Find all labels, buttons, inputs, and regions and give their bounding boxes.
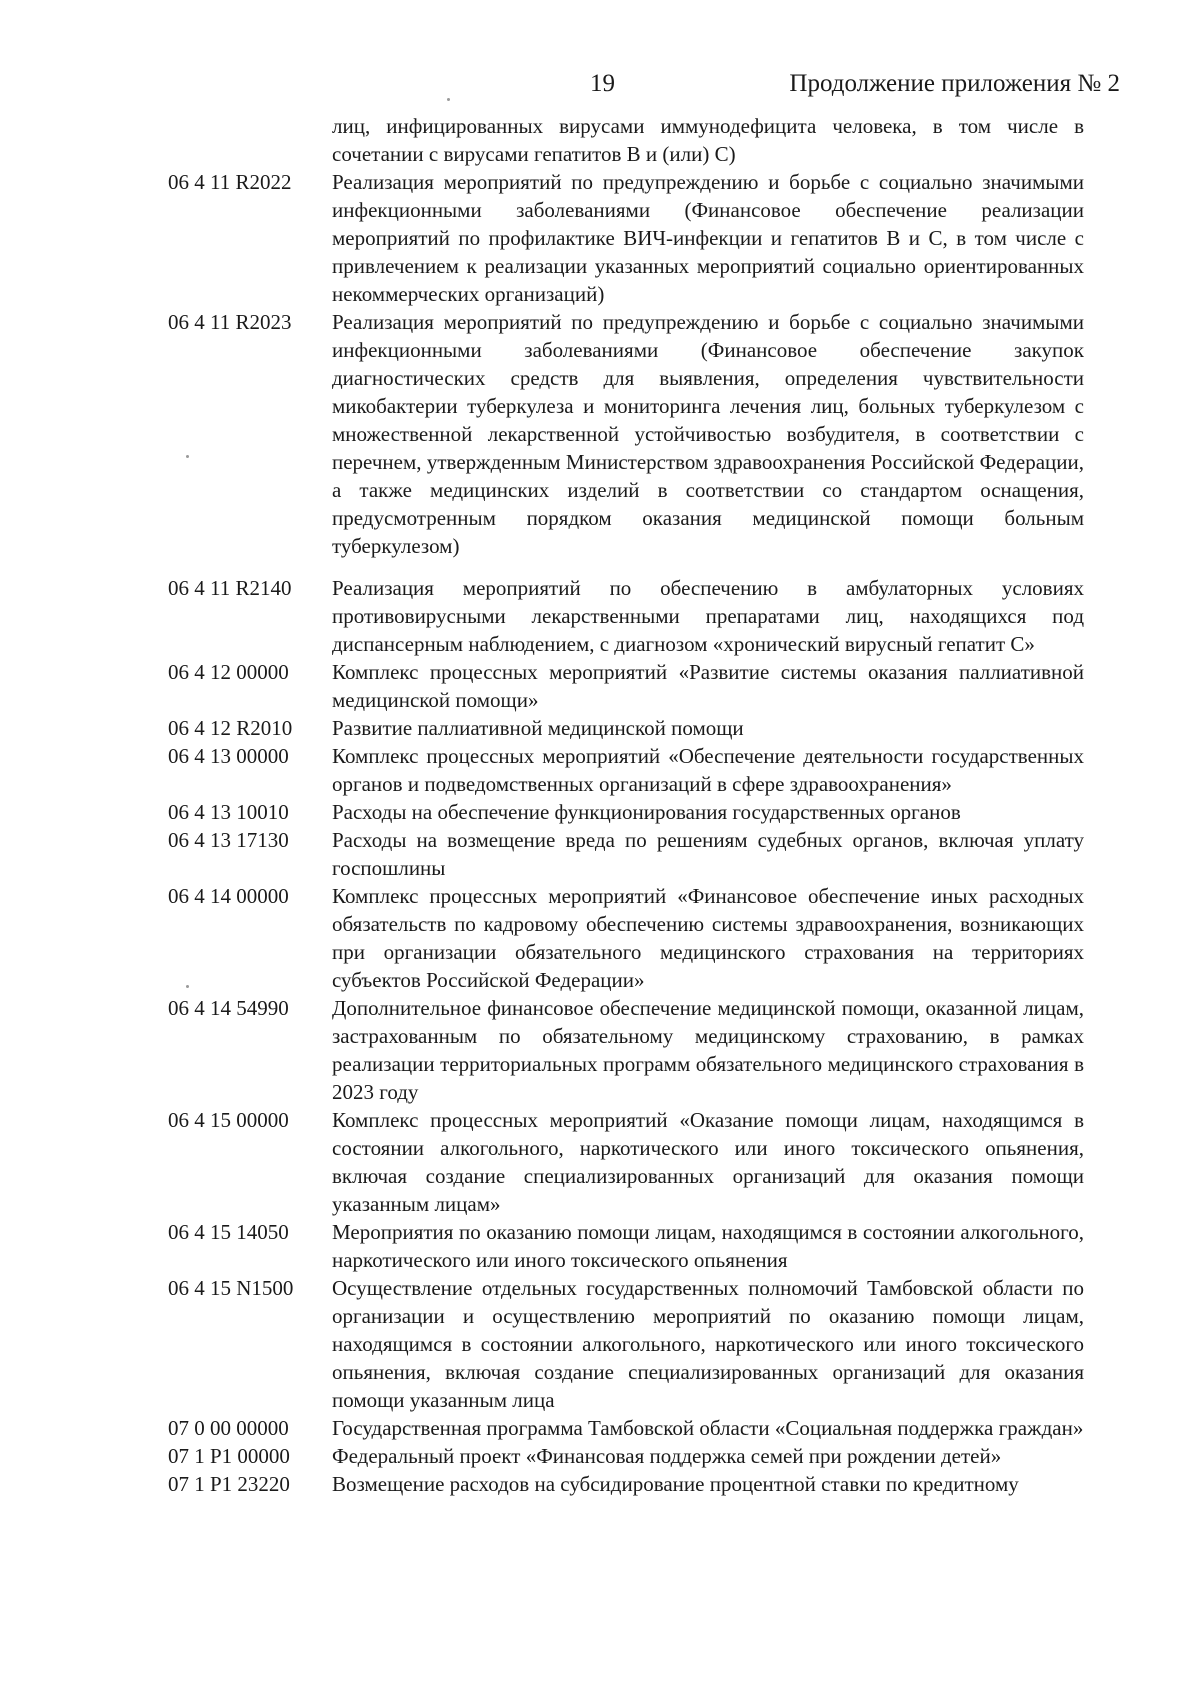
list-item bbox=[0, 1442, 1200, 1470]
list-item bbox=[0, 658, 1200, 714]
budget-code: 06 4 13 17130 bbox=[168, 828, 289, 852]
budget-description: Комплекс процессных мероприятий «Финансовое обеспечение иных расходных обязательств по кадровому обеспечению системы здравоохранения, возникающих при организации обязательного медицинского страхования на территориях субъектов Российской Федерации» bbox=[332, 884, 1084, 992]
budget-code: 06 4 13 00000 bbox=[168, 744, 289, 768]
list-item bbox=[0, 1414, 1200, 1442]
budget-code: 07 1 P1 00000 bbox=[168, 1444, 290, 1468]
budget-description: Дополнительное финансовое обеспечение медицинской помощи, оказанной лицам, застрахованным по обязательному медицинскому страхованию, в рамках реализации территориальных программ обязательного медицинского страхования в 2023 году bbox=[332, 996, 1084, 1104]
list-item bbox=[0, 308, 1200, 560]
page-number: 19 bbox=[590, 70, 615, 97]
scan-speck bbox=[186, 455, 189, 458]
budget-description: Комплекс процессных мероприятий «Обеспечение деятельности государственных органов и подведомственных организаций в сфере здравоохранения» bbox=[332, 744, 1084, 796]
list-item bbox=[0, 1274, 1200, 1414]
budget-description: Расходы на обеспечение функционирования государственных органов bbox=[332, 800, 961, 824]
list-item bbox=[0, 714, 1200, 742]
budget-description: Осуществление отдельных государственных полномочий Тамбовской области по организации и осуществлению мероприятий по оказанию помощи лицам, находящимся в состоянии алкогольного, наркотического или иного токсического опьянения, включая создание специализированных организаций для оказания помощи указанным лица bbox=[332, 1276, 1084, 1412]
budget-description: Государственная программа Тамбовской области «Социальная поддержка граждан» bbox=[332, 1416, 1084, 1440]
list-item bbox=[0, 1218, 1200, 1274]
budget-code: 07 0 00 00000 bbox=[168, 1416, 289, 1440]
list-item bbox=[0, 574, 1200, 658]
budget-description: Комплекс процессных мероприятий «Развитие системы оказания паллиативной медицинской помощи» bbox=[332, 660, 1084, 712]
budget-code: 06 4 11 R2022 bbox=[168, 170, 292, 194]
budget-description: Реализация мероприятий по обеспечению в амбулаторных условиях противовирусными лекарственными препаратами лиц, находящихся под диспансерным наблюдением, с диагнозом «хронический вирусный гепатит С» bbox=[332, 576, 1084, 656]
budget-description: Мероприятия по оказанию помощи лицам, находящимся в состоянии алкогольного, наркотического или иного токсического опьянения bbox=[332, 1220, 1084, 1272]
list-item bbox=[0, 798, 1200, 826]
scan-speck bbox=[186, 985, 189, 988]
budget-code: 06 4 15 N1500 bbox=[168, 1276, 294, 1300]
budget-description: Реализация мероприятий по предупреждению и борьбе с социально значимыми инфекционными заболеваниями (Финансовое обеспечение реализации мероприятий по профилактике ВИЧ-инфекции и гепатитов В и С, в том числе с привлечением к реализации указанных мероприятий социально ориентированных некоммерческих организаций) bbox=[332, 170, 1084, 306]
budget-code: 06 4 15 00000 bbox=[168, 1108, 289, 1132]
budget-code: 06 4 15 14050 bbox=[168, 1220, 289, 1244]
budget-code: 06 4 11 R2023 bbox=[168, 310, 292, 334]
budget-description: Развитие паллиативной медицинской помощи bbox=[332, 716, 744, 740]
budget-description: Комплекс процессных мероприятий «Оказание помощи лицам, находящимся в состоянии алкогольного, наркотического или иного токсического опьянения, включая создание специализированных организаций для оказания помощи указанным лицам» bbox=[332, 1108, 1084, 1216]
budget-code: 06 4 13 10010 bbox=[168, 800, 289, 824]
list-item bbox=[0, 994, 1200, 1106]
list-item bbox=[0, 168, 1200, 308]
appendix-label: Продолжение приложения № 2 bbox=[789, 70, 1120, 97]
continuation-entry bbox=[0, 112, 1200, 168]
list-item bbox=[0, 1106, 1200, 1218]
budget-description: Возмещение расходов на субсидирование процентной ставки по кредитному bbox=[332, 1472, 1019, 1496]
list-item bbox=[0, 826, 1200, 882]
budget-description: Реализация мероприятий по предупреждению и борьбе с социально значимыми инфекционными заболеваниями (Финансовое обеспечение закупок диагностических средств для выявления, определения чувствительности микобактерии туберкулеза и мониторинга лечения лиц, больных туберкулезом с множественной лекарственной устойчивостью возбудителя, в соответствии с перечнем, утвержденным Министерством здравоохранения Российской Федерации, а также медицинских изделий в соответствии со стандартом оснащения, предусмотренным порядком оказания медицинской помощи больным туберкулезом) bbox=[332, 310, 1084, 558]
list-item bbox=[0, 882, 1200, 994]
budget-code: 06 4 12 R2010 bbox=[168, 716, 293, 740]
budget-code: 06 4 14 54990 bbox=[168, 996, 289, 1020]
budget-code: 07 1 P1 23220 bbox=[168, 1472, 290, 1496]
budget-description: Федеральный проект «Финансовая поддержка семей при рождении детей» bbox=[332, 1444, 1002, 1468]
list-item bbox=[0, 742, 1200, 798]
budget-code: 06 4 11 R2140 bbox=[168, 576, 292, 600]
continuation-text: лиц, инфицированных вирусами иммунодефицита человека, в том числе в сочетании с вирусами гепатитов В и (или) С) bbox=[332, 114, 1084, 166]
list-item bbox=[0, 1470, 1200, 1498]
scan-speck bbox=[447, 98, 450, 101]
budget-code: 06 4 12 00000 bbox=[168, 660, 289, 684]
budget-code: 06 4 14 00000 bbox=[168, 884, 289, 908]
page-header bbox=[0, 70, 1200, 110]
budget-description: Расходы на возмещение вреда по решениям судебных органов, включая уплату госпошлины bbox=[332, 828, 1084, 880]
budget-code-list bbox=[0, 112, 1200, 1498]
